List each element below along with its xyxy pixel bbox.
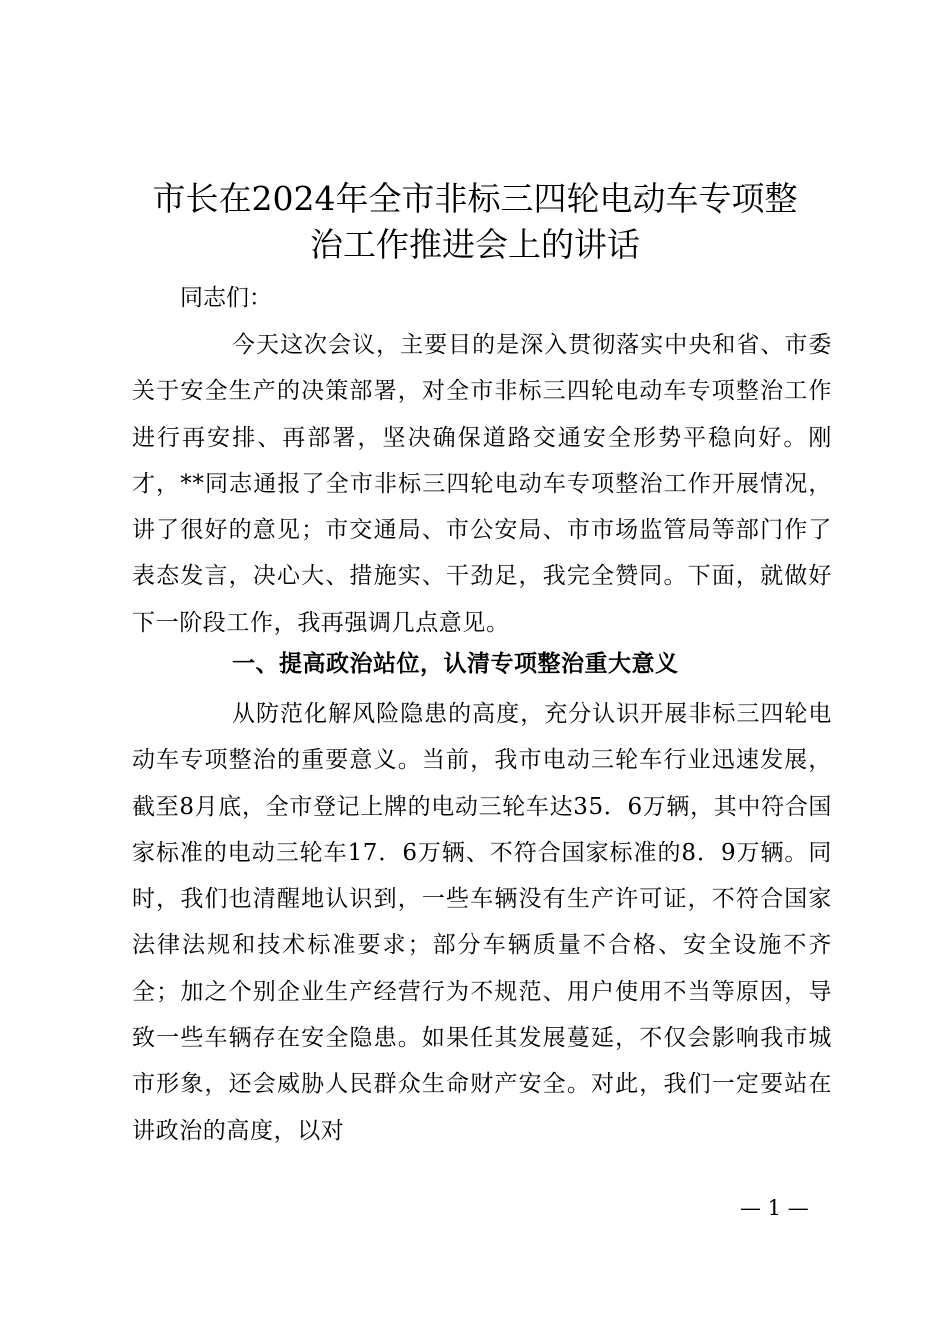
paragraph-section-1: 从防范化解风险隐患的高度，充分认识开展非标三四轮电动车专项整治的重要意义。当前，我市电动三轮车行业迅速发展，截至8月底，全市登记上牌的电动三轮车达35．6万辆，其中符合国家标准的电动三轮车17．6万辆、不符合国家标准的8．9万辆。同时，我们也清醒地认识到，一些车辆没有生产许可证，不符合国家法律法规和技术标准要求；部分车辆质量不合格、安全设施不齐全；加之个别企业生产经营行为不规范、用户使用不当等原因，导致一些车辆存在安全隐患。如果任其发展蔓延，不仅会影响我市城市形象，还会威胁人民群众生命财产安全。对此，我们一定要站在讲政治的高度，以对 <box>132 701 832 1144</box>
document-title-line-1: 市长在2024年全市非标三四轮电动车专项整 <box>152 179 798 218</box>
paragraph-opening: 今天这次会议，主要目的是深入贯彻落实中央和省、市委关于安全生产的决策部署，对全市非标三四轮电动车专项整治工作进行再安排、再部署，坚决确保道路交通安全形势平稳向好。刚才，**同志通报了全市非标三四轮电动车专项整治工作开展情况，讲了很好的意见；市交通局、市公安局、市市场监管局等部门作了表态发言，决心大、措施实、干劲足，我完全赞同。下面，就做好下一阶段工作，我再强调几点意见。 <box>132 332 832 636</box>
salutation: 同志们： <box>180 285 272 311</box>
document-title-line-2: 治工作推进会上的讲话 <box>310 225 640 264</box>
section-heading-1: 一、提高政治站位，认清专项整治重大意义 <box>232 651 679 677</box>
page-number: — 1 — <box>740 1196 809 1220</box>
